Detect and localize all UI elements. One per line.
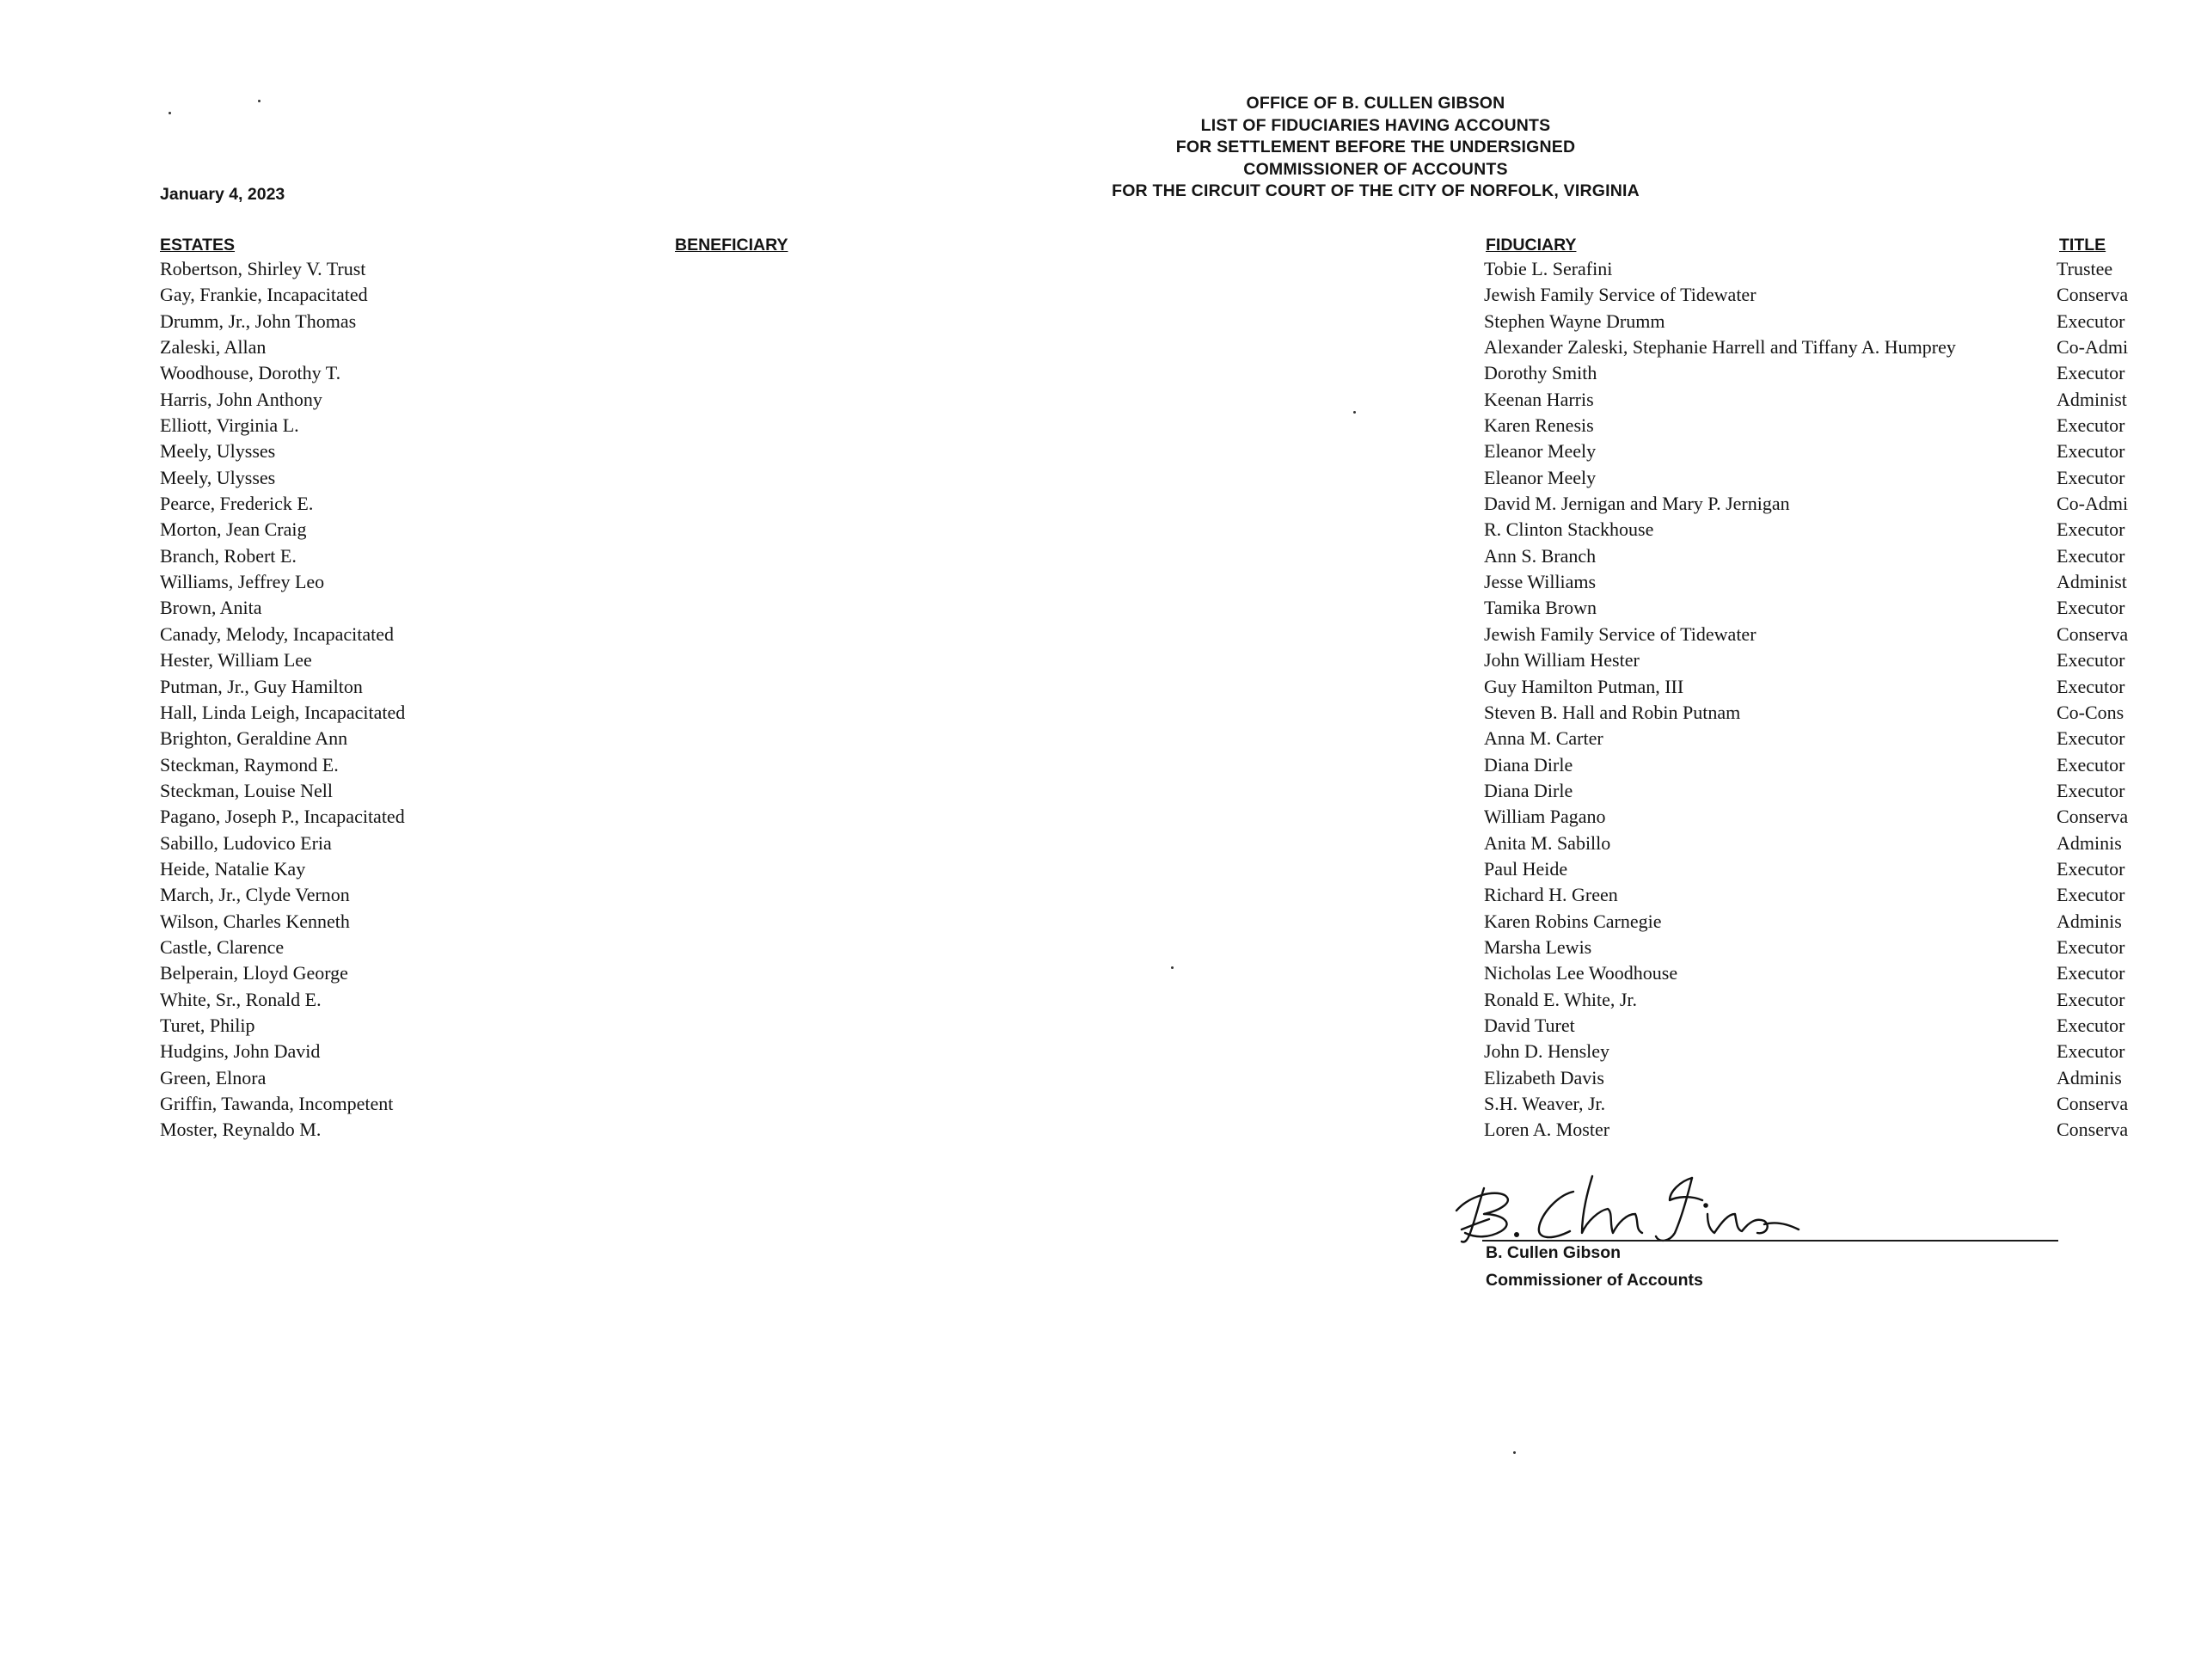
fiduciary-cell: Tamika Brown xyxy=(1484,597,1597,619)
title-cell: Adminis xyxy=(2057,831,2122,854)
estate-cell: Hudgins, John David xyxy=(160,1040,321,1063)
scan-speck xyxy=(1513,1451,1516,1454)
estate-cell: Branch, Robert E. xyxy=(160,544,297,567)
title-cell: Administ xyxy=(2057,571,2127,593)
title-cell: Executor xyxy=(2057,414,2125,437)
column-header-title: TITLE xyxy=(2059,236,2106,254)
title-cell: Administ xyxy=(2057,388,2127,410)
fiduciary-cell: Guy Hamilton Putman, III xyxy=(1484,675,1684,697)
estate-cell: Elliott, Virginia L. xyxy=(160,414,299,437)
title-cell: Executor xyxy=(2057,988,2125,1010)
fiduciary-cell: S.H. Weaver, Jr. xyxy=(1484,1093,1606,1114)
title-cell: Co-Cons xyxy=(2057,701,2124,723)
header-line-2: LIST OF FIDUCIARIES HAVING ACCOUNTS xyxy=(1200,115,1551,135)
estate-cell: Harris, John Anthony xyxy=(160,388,322,410)
fiduciary-cell: Marsha Lewis xyxy=(1484,935,1592,958)
estate-cell: Heide, Natalie Kay xyxy=(160,857,306,880)
scan-speck xyxy=(1171,966,1174,969)
title-cell: Executor xyxy=(2057,466,2125,488)
title-cell: Co-Admi xyxy=(2057,493,2129,515)
fiduciary-cell: David M. Jernigan and Mary P. Jernigan xyxy=(1484,493,1790,515)
signature-block xyxy=(1444,1161,2063,1298)
estate-cell: Pearce, Frederick E. xyxy=(160,493,314,515)
fiduciary-cell: Diana Dirle xyxy=(1484,779,1573,801)
estate-cell: March, Jr., Clyde Vernon xyxy=(160,884,350,906)
title-cell: Conserva xyxy=(2057,806,2129,828)
fiduciary-cell: William Pagano xyxy=(1484,806,1606,828)
fiduciary-cell: Loren A. Moster xyxy=(1484,1119,1610,1141)
title-cell: Executor xyxy=(2057,1040,2125,1063)
estate-cell: Williams, Jeffrey Leo xyxy=(160,571,325,593)
estate-cell: Steckman, Louise Nell xyxy=(160,779,334,801)
title-cell: Executor xyxy=(2057,440,2125,463)
estate-cell: Woodhouse, Dorothy T. xyxy=(160,362,341,384)
title-cell: Executor xyxy=(2057,779,2125,801)
title-cell: Executor xyxy=(2057,675,2125,697)
scan-speck xyxy=(169,112,171,114)
estate-cell: Turet, Philip xyxy=(160,1014,255,1036)
title-cell: Executor xyxy=(2057,884,2125,906)
title-cell: Conserva xyxy=(2057,1093,2129,1114)
fiduciary-cell: Stephen Wayne Drumm xyxy=(1484,310,1665,332)
estate-cell: Sabillo, Ludovico Eria xyxy=(160,831,332,854)
estate-cell: Morton, Jean Craig xyxy=(160,518,307,541)
title-cell: Executor xyxy=(2057,544,2125,567)
title-cell: Adminis xyxy=(2057,910,2122,932)
estate-cell: Meely, Ulysses xyxy=(160,440,276,463)
estate-cell: Zaleski, Allan xyxy=(160,336,267,359)
estate-cell: Wilson, Charles Kenneth xyxy=(160,910,350,932)
title-cell: Executor xyxy=(2057,727,2125,750)
title-cell: Executor xyxy=(2057,753,2125,776)
title-cell: Co-Admi xyxy=(2057,336,2129,359)
fiduciary-cell: Diana Dirle xyxy=(1484,753,1573,776)
fiduciary-cell: Alexander Zaleski, Stephanie Harrell and Tiffany A. Humprey xyxy=(1484,336,1956,359)
header-line-4: COMMISSIONER OF ACCOUNTS xyxy=(1243,159,1508,179)
estate-cell: Canady, Melody, Incapacitated xyxy=(160,622,395,645)
fiduciary-cell: Anita M. Sabillo xyxy=(1484,831,1611,854)
title-cell: Executor xyxy=(2057,962,2125,984)
title-cell: Executor xyxy=(2057,362,2125,384)
fiduciary-cell: Steven B. Hall and Robin Putnam xyxy=(1484,701,1741,723)
fiduciary-cell: Ronald E. White, Jr. xyxy=(1484,988,1638,1010)
estate-cell: Meely, Ulysses xyxy=(160,466,276,488)
title-column xyxy=(2057,256,2137,1144)
estate-cell: Green, Elnora xyxy=(160,1066,267,1088)
estates-column xyxy=(160,256,641,1144)
signer-name: B. Cullen Gibson xyxy=(1486,1243,1622,1262)
estate-cell: Steckman, Raymond E. xyxy=(160,753,339,776)
document-date: January 4, 2023 xyxy=(160,185,285,204)
estate-cell: Putman, Jr., Guy Hamilton xyxy=(160,675,363,697)
estate-cell: Hester, William Lee xyxy=(160,649,312,671)
title-cell: Executor xyxy=(2057,597,2125,619)
fiduciary-cell: John D. Hensley xyxy=(1484,1040,1610,1063)
fiduciary-cell: Karen Renesis xyxy=(1484,414,1594,437)
fiduciary-cell: Eleanor Meely xyxy=(1484,440,1597,463)
title-cell: Executor xyxy=(2057,857,2125,880)
fiduciary-cell: Dorothy Smith xyxy=(1484,362,1597,384)
estate-cell: Robertson, Shirley V. Trust xyxy=(160,258,366,279)
fiduciary-cell: R. Clinton Stackhouse xyxy=(1484,518,1654,541)
fiduciary-cell: Jewish Family Service of Tidewater xyxy=(1484,622,1757,645)
estate-cell: Brighton, Geraldine Ann xyxy=(160,727,348,750)
header-line-3: FOR SETTLEMENT BEFORE THE UNDERSIGNED xyxy=(1175,138,1576,156)
fiduciary-cell: Anna M. Carter xyxy=(1484,727,1603,750)
estate-cell: Griffin, Tawanda, Incompetent xyxy=(160,1093,394,1114)
estate-cell: Belperain, Lloyd George xyxy=(160,962,348,984)
fiduciary-cell: Keenan Harris xyxy=(1484,388,1594,410)
title-cell: Trustee xyxy=(2057,258,2113,279)
title-cell: Executor xyxy=(2057,649,2125,671)
fiduciary-column xyxy=(1484,256,2051,1144)
fiduciary-cell: Tobie L. Serafini xyxy=(1484,258,1613,279)
header-line-1: OFFICE OF B. CULLEN GIBSON xyxy=(1246,94,1505,113)
estate-cell: Gay, Frankie, Incapacitated xyxy=(160,284,368,306)
scan-speck xyxy=(1353,411,1356,414)
column-header-estates: ESTATES xyxy=(160,236,236,254)
estate-cell: Pagano, Joseph P., Incapacitated xyxy=(160,806,405,828)
estate-cell: Drumm, Jr., John Thomas xyxy=(160,310,357,332)
title-cell: Conserva xyxy=(2057,622,2129,645)
title-cell: Conserva xyxy=(2057,284,2129,306)
estate-cell: Brown, Anita xyxy=(160,597,262,619)
fiduciary-cell: Paul Heide xyxy=(1484,857,1568,880)
fiduciary-cell: John William Hester xyxy=(1484,649,1640,671)
header-line-5: FOR THE CIRCUIT COURT OF THE CITY OF NORFOLK, VIRGINIA xyxy=(1112,181,1640,200)
title-cell: Executor xyxy=(2057,310,2125,332)
fiduciary-cell: Eleanor Meely xyxy=(1484,466,1597,488)
column-header-beneficiary: BENEFICIARY xyxy=(675,236,788,254)
estate-cell: Hall, Linda Leigh, Incapacitated xyxy=(160,701,406,723)
fiduciary-cell: Jesse Williams xyxy=(1484,571,1597,593)
fiduciary-cell: Nicholas Lee Woodhouse xyxy=(1484,962,1678,984)
fiduciary-cell: David Turet xyxy=(1484,1014,1575,1036)
title-cell: Executor xyxy=(2057,518,2125,541)
fiduciary-cell: Jewish Family Service of Tidewater xyxy=(1484,284,1757,306)
title-cell: Adminis xyxy=(2057,1066,2122,1088)
estate-cell: Castle, Clarence xyxy=(160,935,285,958)
column-header-fiduciary: FIDUCIARY xyxy=(1486,236,1577,254)
fiduciary-cell: Karen Robins Carnegie xyxy=(1484,910,1662,932)
title-cell: Executor xyxy=(2057,935,2125,958)
fiduciary-cell: Elizabeth Davis xyxy=(1484,1066,1604,1088)
title-cell: Conserva xyxy=(2057,1119,2129,1141)
fiduciary-cell: Richard H. Green xyxy=(1484,884,1618,906)
estate-cell: White, Sr., Ronald E. xyxy=(160,988,322,1010)
title-cell: Executor xyxy=(2057,1014,2125,1036)
document-header xyxy=(997,93,1754,203)
estate-cell: Moster, Reynaldo M. xyxy=(160,1119,322,1141)
fiduciary-cell: Ann S. Branch xyxy=(1484,544,1597,567)
signature-line xyxy=(1482,1240,2058,1242)
scan-speck xyxy=(258,100,261,102)
signer-title: Commissioner of Accounts xyxy=(1486,1271,1703,1290)
